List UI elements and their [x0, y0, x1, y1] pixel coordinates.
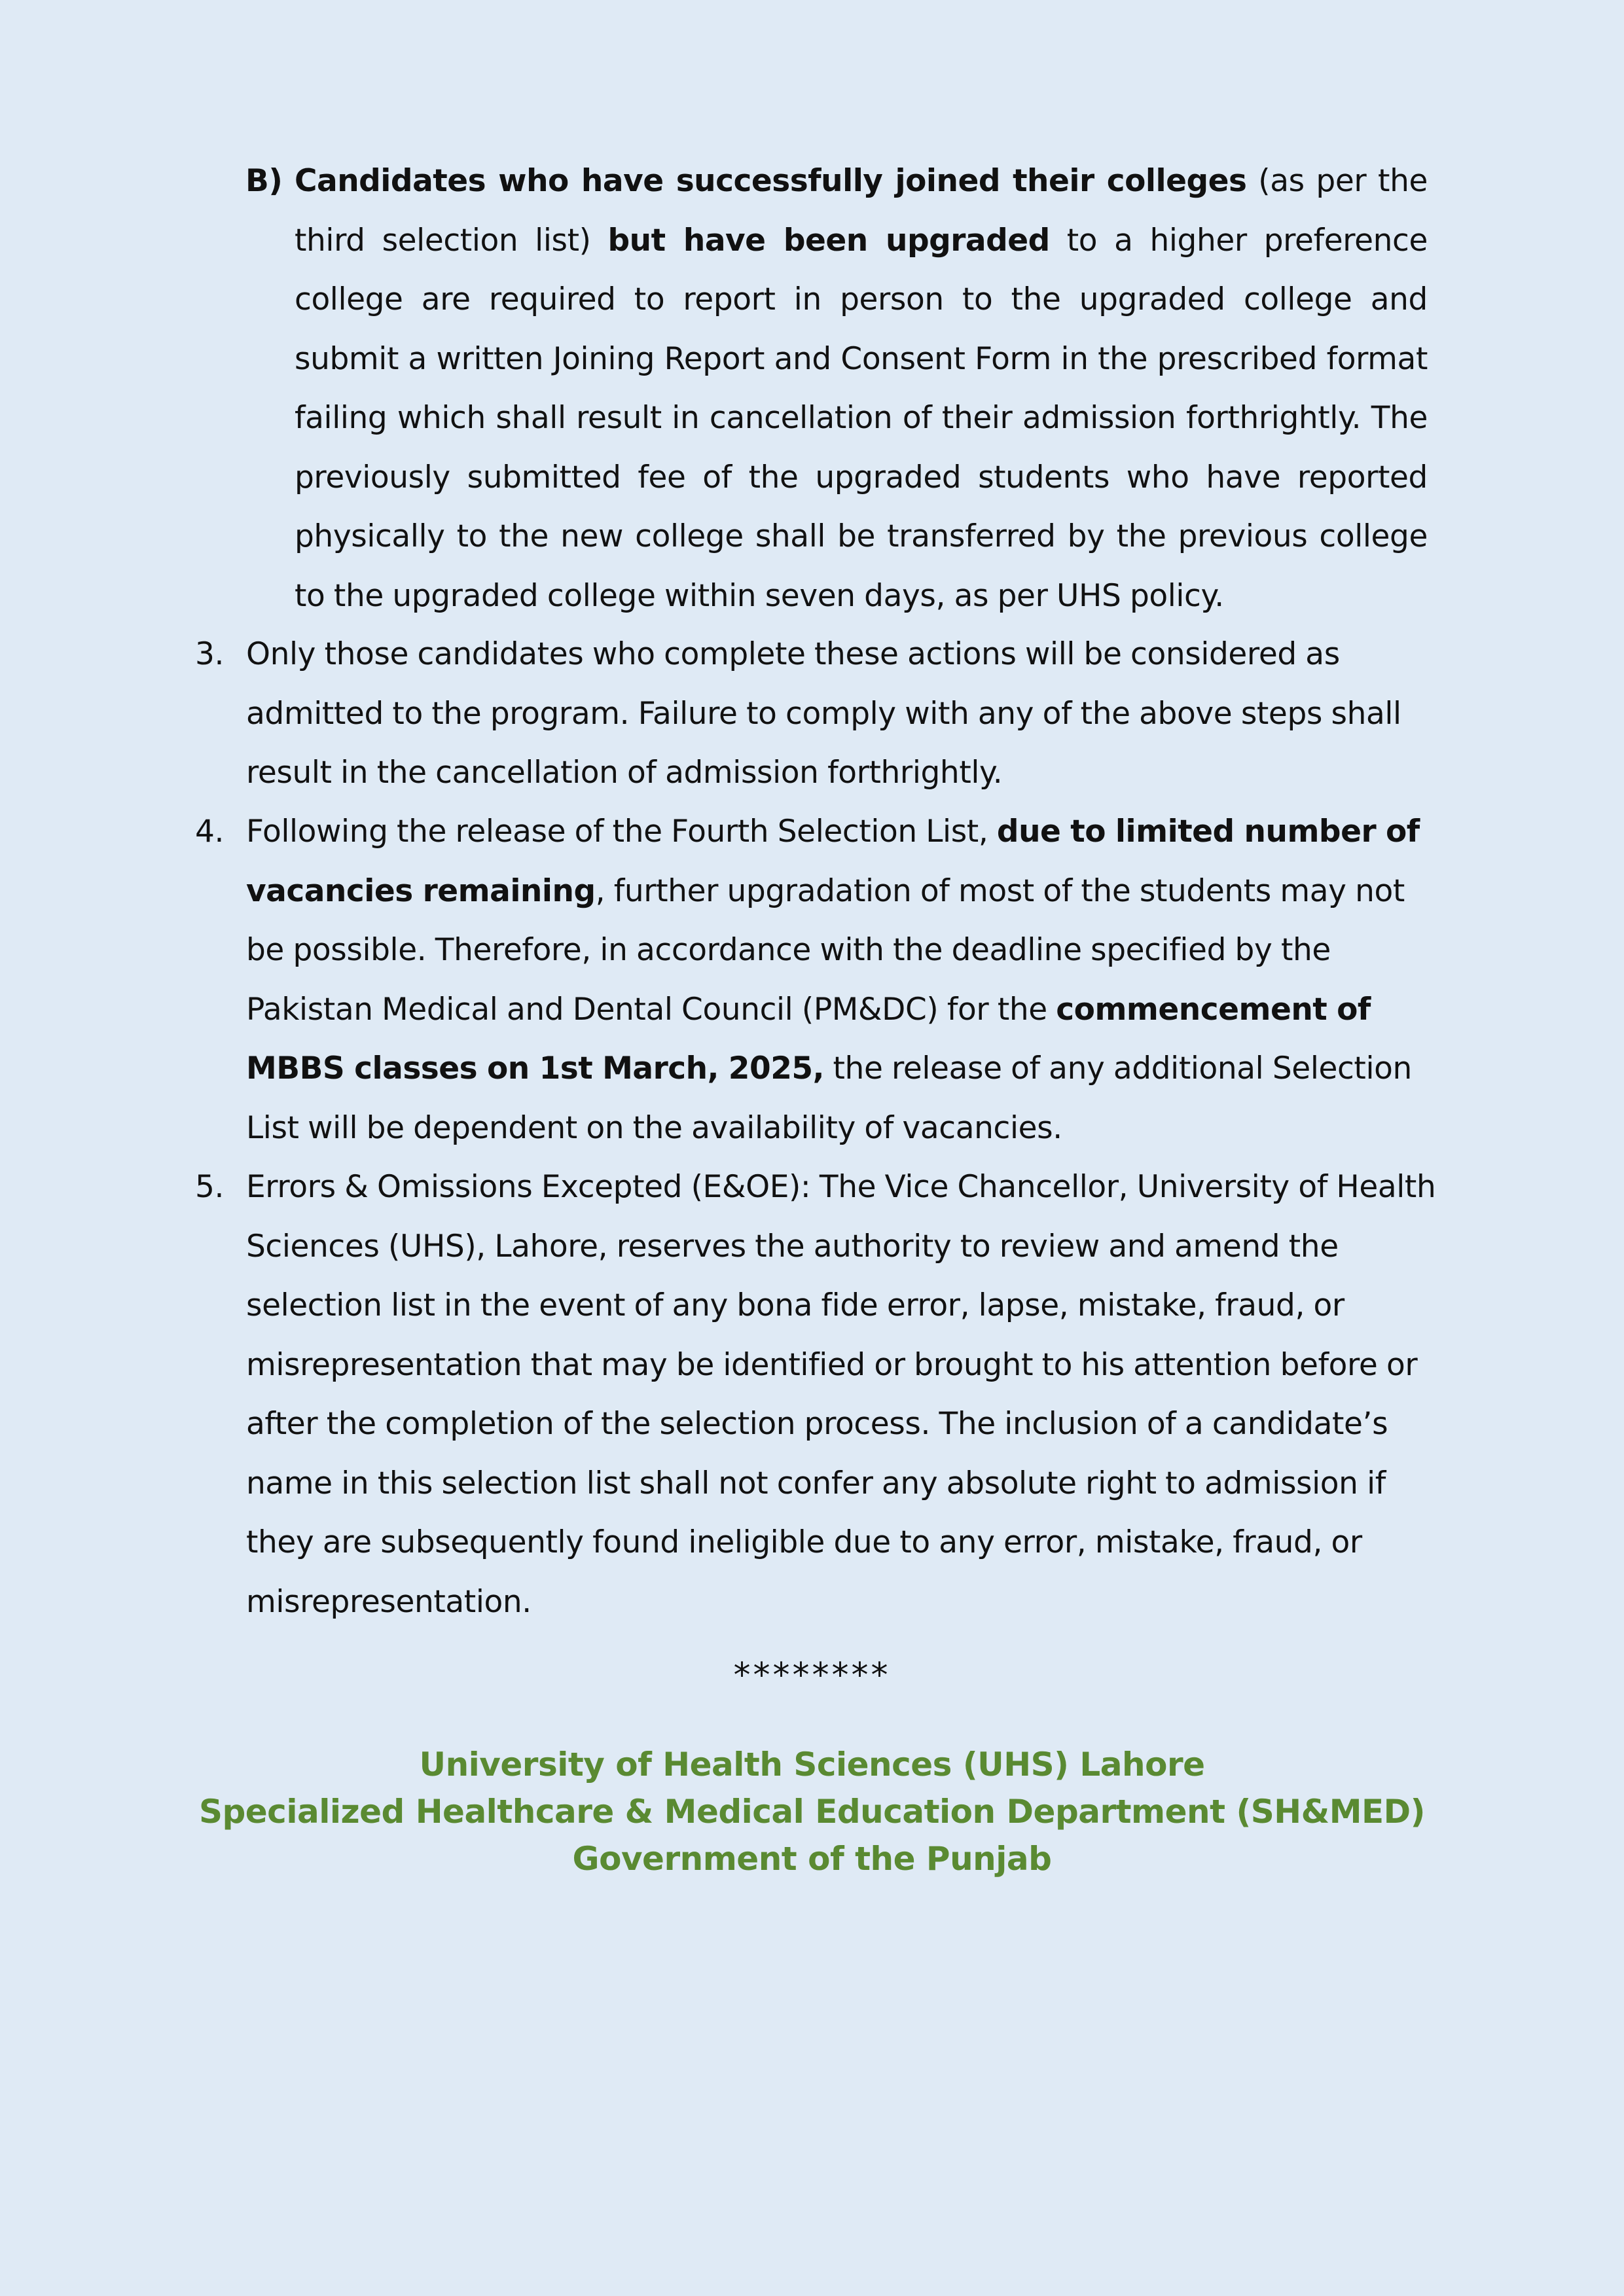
item-b-text-2: to a higher preference college are required to report in person to the upgraded college and submit a written Joining Report and Consent Form in the prescribed format failing which shall result in cancellation of their admission forthrightly. The previously submitted fee of the upgraded students who have reported physically to the new college shall be transferred by the previous college to the upgraded college within seven days, as per UHS policy. [295, 222, 1428, 614]
separator-stars: ******** [733, 1656, 891, 1695]
item-b-bold-1: Candidates who have successfully joined their colleges [295, 163, 1247, 199]
footer-block [0, 1741, 1624, 1882]
list-marker-5: 5. [195, 1169, 225, 1205]
list-marker-b: B) [245, 163, 283, 199]
item-4-text-1: Following the release of the Fourth Selection List, [246, 814, 997, 850]
list-marker-3: 3. [195, 636, 225, 672]
list-item-5-body: Errors & Omissions Excepted (E&OE): The Vice Chancellor, University of Health Sciences (UHS), Lahore, reserves the authority to review and amend the selection list in the event of any bona fide error, lapse, mistake, fraud, or misrepresentation that may be identified or brought to his attention before or after the completion of the selection process. The inclusion of a candidate’s name in this selection list shall not confer any absolute right to admission if they are subsequently found ineligible due to any error, mistake, fraud, or misrepresentation. [246, 1169, 1436, 1620]
list-item-b-body [295, 152, 1428, 626]
list-item-4 [195, 802, 1439, 1158]
item-4-text-3: the release of any additional Selection List will be dependent on the availability of vacancies. [246, 1050, 1412, 1146]
item-4-text-2: , further upgradation of most of the students may not be possible. Therefore, in accordance with the deadline specified by the Pakistan Medical and Dental Council (PM&DC) for the [246, 872, 1405, 1028]
footer-university-line: University of Health Sciences (UHS) Lahore [419, 1746, 1205, 1784]
footer-department-line: Specialized Healthcare & Medical Education Department (SH&MED) [198, 1793, 1426, 1831]
list-item-3 [195, 625, 1439, 803]
list-item-3-body: Only those candidates who complete these actions will be considered as admitted to the program. Failure to comply with any of the above steps shall result in the cancellation of admission forthrightly. [246, 636, 1401, 791]
item-b-bold-2: but have been upgraded [607, 222, 1050, 259]
item-b-text-1: (as per the third selection list) [295, 163, 1428, 259]
list-item-4-body [246, 802, 1439, 1158]
list-item-b [245, 152, 1428, 626]
footer-government-line: Government of the Punjab [572, 1840, 1052, 1878]
list-marker-4: 4. [195, 814, 225, 850]
list-item-5 [195, 1158, 1439, 1632]
item-4-bold-1: due to limited number of vacancies remaining [246, 814, 1420, 909]
item-4-bold-2: commencement of MBBS classes on 1st March, 2025, [246, 991, 1371, 1086]
